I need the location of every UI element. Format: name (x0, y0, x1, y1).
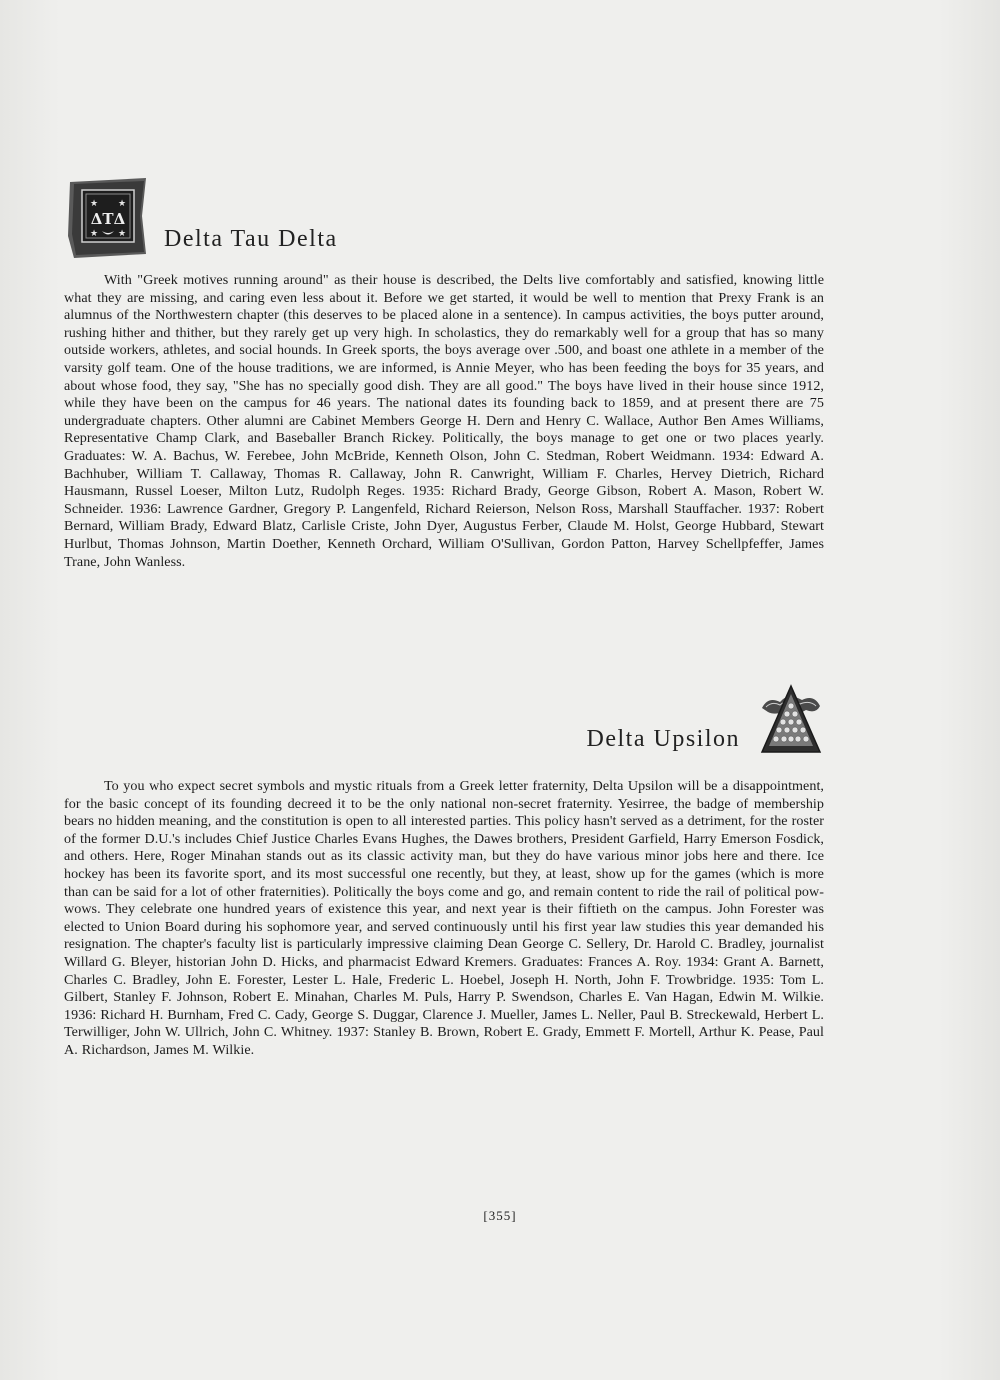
svg-text:★: ★ (118, 199, 127, 209)
section-delta-upsilon (64, 682, 824, 1060)
svg-text:★: ★ (90, 199, 99, 209)
delta-upsilon-badge-icon (758, 682, 824, 760)
section-title: Delta Upsilon (586, 726, 740, 752)
delta-tau-delta-crest-icon (66, 176, 150, 260)
svg-text:★: ★ (90, 229, 99, 239)
crest-letters: ΔΤΔ (90, 210, 126, 228)
section-delta-tau-delta (64, 176, 824, 571)
section-header (64, 682, 824, 778)
section-title: Delta Tau Delta (164, 226, 338, 252)
section-body: To you who expect secret symbols and mystic rituals from a Greek letter fraternity, Delta Upsilon will be a disappointment, for the basic concept of its founding decreed it to be the only national non-secret fraternity. Yesirree, the badge of membership bears no hidden meaning, and the constitution is open to all interested parties. This policy hasn't served as a detriment, for the roster of the former D.U.'s includes Chief Justice Charles Evans Hughes, the Dawes brothers, President Garfield, Harry Emerson Fosdick, and others. Here, Roger Minahan stands out as its classic activity man, but they do have various minor jobs here and there. Ice hockey has been its favorite sport, and its most successful one recently, but they, at least, show up for the games (which is more than can be said for a lot of other fraternities). Politically the boys come and go, and remain content to ride the rail of political pow-wows. They celebrate one hundred years of existence this year, and next year is their fiftieth on the campus. John Forester was elected to Union Board during his sophomore year, and served continuously until his first year law studies this year demanded his resignation. The chapter's faculty list is particularly impressive claiming Dean George C. Sellery, Dr. Harold C. Bradley, journalist Willard G. Bleyer, historian John D. Hicks, and pharmacist Edward Kremers. Graduates: Frances A. Roy. 1934: Grant A. Barnett, Charles C. Bradley, John E. Forester, Lester L. Hale, Frederic L. Hoebel, Joseph H. North, John F. Trowbridge. 1935: Tom L. Gilbert, Stanley F. Johnson, Robert E. Minahan, Charles M. Puls, Harry P. Swendson, Charles E. Van Hagan, Edwin M. Wilkie. 1936: Richard H. Burnham, Fred C. Cady, George S. Duggar, Clarence J. Mueller, James L. Neller, Paul B. Streckewald, Herbert L. Terwilliger, John W. Ullrich, John C. Whitney. 1937: Stanley B. Brown, Robert E. Grady, Emmett F. Mortell, Arthur K. Pease, Paul A. Richardson, James M. Wilkie. (64, 778, 824, 1058)
section-header (64, 176, 824, 272)
svg-text:★: ★ (118, 229, 127, 239)
section-body: With "Greek motives running around" as their house is described, the Delts live comfortably and satisfied, knowing little what they are missing, and caring even less about it. Before we get started, it would be well to mention that Prexy Frank is an alumnus of the Northwestern chapter (this deserves to be placed alone in a sentence). In campus activities, the boys putter around, rushing hither and thither, but they rarely get up very high. In scholastics, they do remarkably well for a group that has so many outside workers, athletes, and social hounds. In Greek sports, the boys average over .500, and boast one athlete in a member of the varsity golf team. One of the house traditions, we are informed, is Annie Meyer, who has been feeding the boys for 35 years, and about whose food, they say, "She has no specially good dish. They are all good." The boys have lived in their house since 1912, while they have been on the campus for 46 years. The national dates its founding back to 1859, and at present there are 75 undergraduate chapters. Other alumni are Cabinet Members George H. Dern and Henry C. Wallace, Author Ben Ames Williams, Representative Champ Clark, and Baseballer Branch Rickey. Politically, the boys manage to get one or two places yearly. Graduates: W. A. Bachus, W. Ferebee, John McBride, Kenneth Olson, John C. Stedman, Robert Weidmann. 1934: Edward A. Bachhuber, William T. Callaway, Thomas R. Callaway, John R. Canwright, William F. Charles, Hervey Dietrich, Richard Hausmann, Russel Loeser, Milton Lutz, Rudolph Reges. 1935: Richard Brady, George Gibson, Robert A. Mason, Robert W. Schneider. 1936: Lawrence Gardner, Gregory P. Langenfeld, Richard Reierson, Nelson Ross, Marshall Stauffacher. 1937: Robert Bernard, William Brady, Edward Blatz, Carlisle Criste, John Dyer, Augustus Ferber, Claude M. Holst, George Hubbard, Stewart Hurlbut, Thomas Johnson, Martin Doether, Kenneth Orchard, William O'Sullivan, Gordon Patton, Harvey Schellpfeffer, James Trane, John Wanless. (64, 272, 824, 570)
page-number: [355] (483, 1208, 517, 1223)
